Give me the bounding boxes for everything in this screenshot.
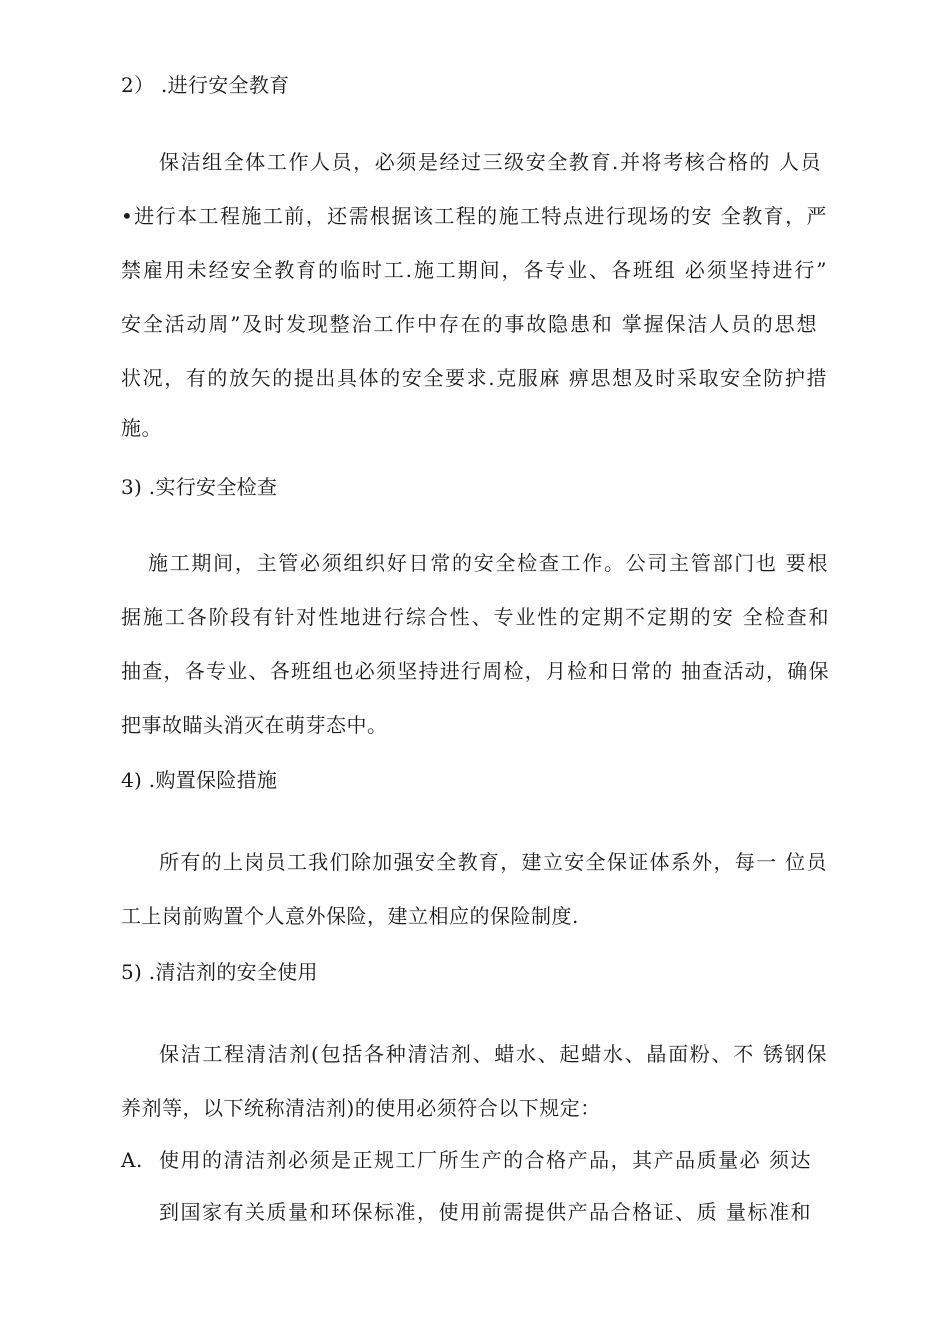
paragraph-line: •进行本工程施工前，还需根据该工程的施工特点进行现场的安 全教育，严 [121,204,827,228]
paragraph-line: 所有的上岗员工我们除加强安全教育，建立安全保证体系外，每一 位员 [159,850,827,874]
section-heading-2: 2） .进行安全教育 [121,73,290,97]
list-item-line: 使用的清洁剂必须是正规工厂所生产的合格产品，其产品质量必 须达 [159,1148,811,1172]
paragraph-line: 保洁工程清洁剂(包括各种清洁剂、蜡水、起蜡水、晶面粉、不 锈钢保 [159,1042,827,1066]
paragraph-line: 禁雇用未经安全教育的临时工.施工期间，各专业、各班组 必须坚持进行” [121,258,827,282]
paragraph-line: 施。 [121,416,162,440]
section-heading-4: 4) .购置保险措施 [121,768,278,792]
section-heading-3: 3) .实行安全检查 [121,475,278,499]
paragraph-line: 保洁组全体工作人员，必须是经过三级安全教育.并将考核合格的 人员 [159,150,821,174]
paragraph-line: 工上岗前购置个人意外保险，建立相应的保险制度. [121,904,579,928]
list-marker-a: A. [121,1148,143,1172]
paragraph-line: 抽查，各专业、各班组也必须坚持进行周检，月检和日常的 抽查活动，确保 [121,659,829,683]
paragraph-line: 状况，有的放矢的提出具体的安全要求.克服麻 痹思想及时采取安全防护措 [121,366,827,390]
paragraph-line: 养剂等，以下统称清洁剂)的使用必须符合以下规定： [121,1096,601,1120]
section-heading-5: 5) .清洁剂的安全使用 [121,960,318,984]
paragraph-line: 据施工各阶段有针对性地进行综合性、专业性的定期不定期的安 全检查和 [121,605,829,629]
paragraph-line: 施工期间，主管必须组织好日常的安全检查工作。公司主管部门也 要根 [148,551,828,575]
list-item-line: 到国家有关质量和环保标准，使用前需提供产品合格证、质 量标准和 [159,1200,811,1224]
paragraph-line: 安全活动周”及时发现整治工作中存在的事故隐患和 掌握保洁人员的思想 [121,312,817,336]
paragraph-line: 把事故瞄头消灭在萌芽态中。 [121,713,388,737]
